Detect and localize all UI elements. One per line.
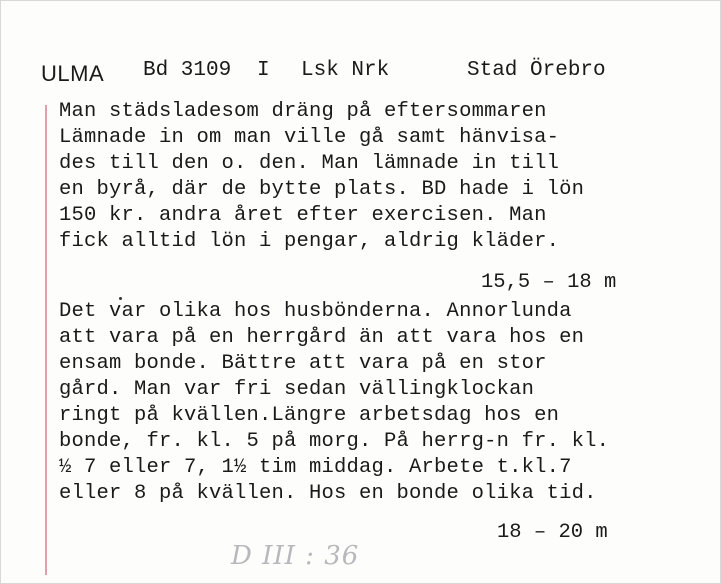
record-code: Bd 3109 xyxy=(143,59,232,82)
text-line: fick alltid lön i pengar, aldrig kläder. xyxy=(59,230,560,253)
archive-label: ULMA xyxy=(41,61,105,86)
text-line: Man städsladesom dräng på eftersommaren xyxy=(59,100,547,123)
text-line: eller 8 på kvällen. Hos en bonde olika tid. xyxy=(59,482,597,505)
text-line: att vara på en herrgård än att vara hos en xyxy=(59,326,585,349)
paragraph-2 xyxy=(59,299,609,507)
text-line: en byrå, där de bytte plats. BD hade i lön xyxy=(59,178,585,201)
handwritten-reference: D III : 36 xyxy=(231,541,360,571)
text-line: ringt på kvällen.Längre arbetsdag hos en xyxy=(59,404,560,427)
red-margin-line xyxy=(45,105,47,575)
card-header xyxy=(1,59,721,91)
text-line: Det var olika hos husbönderna. Annorlunda xyxy=(59,300,572,323)
age-range-2: 18 – 20 m xyxy=(497,521,608,544)
region-label: Lsk Nrk xyxy=(301,59,390,82)
text-line: gård. Man var fri sedan vällingklockan xyxy=(59,378,535,401)
text-line: des till den o. den. Man lämnade in till xyxy=(59,152,560,175)
text-line: bonde, fr. kl. 5 på morg. På herrg-n fr. kl. xyxy=(59,430,610,453)
text-line: Lämnade in om man ville gå samt hänvisa- xyxy=(59,126,560,149)
age-range-1: 15,5 – 18 m xyxy=(481,271,617,294)
text-line: ½ 7 eller 7, 1½ tim middag. Arbete t.kl.7 xyxy=(59,456,572,479)
paragraph-1 xyxy=(59,99,584,255)
place-label: Stad Örebro xyxy=(467,59,606,82)
text-line: 150 kr. andra året efter exercisen. Man xyxy=(59,204,547,227)
text-line: ensam bonde. Bättre att vara på en stor xyxy=(59,352,547,375)
series-number: I xyxy=(257,59,270,82)
